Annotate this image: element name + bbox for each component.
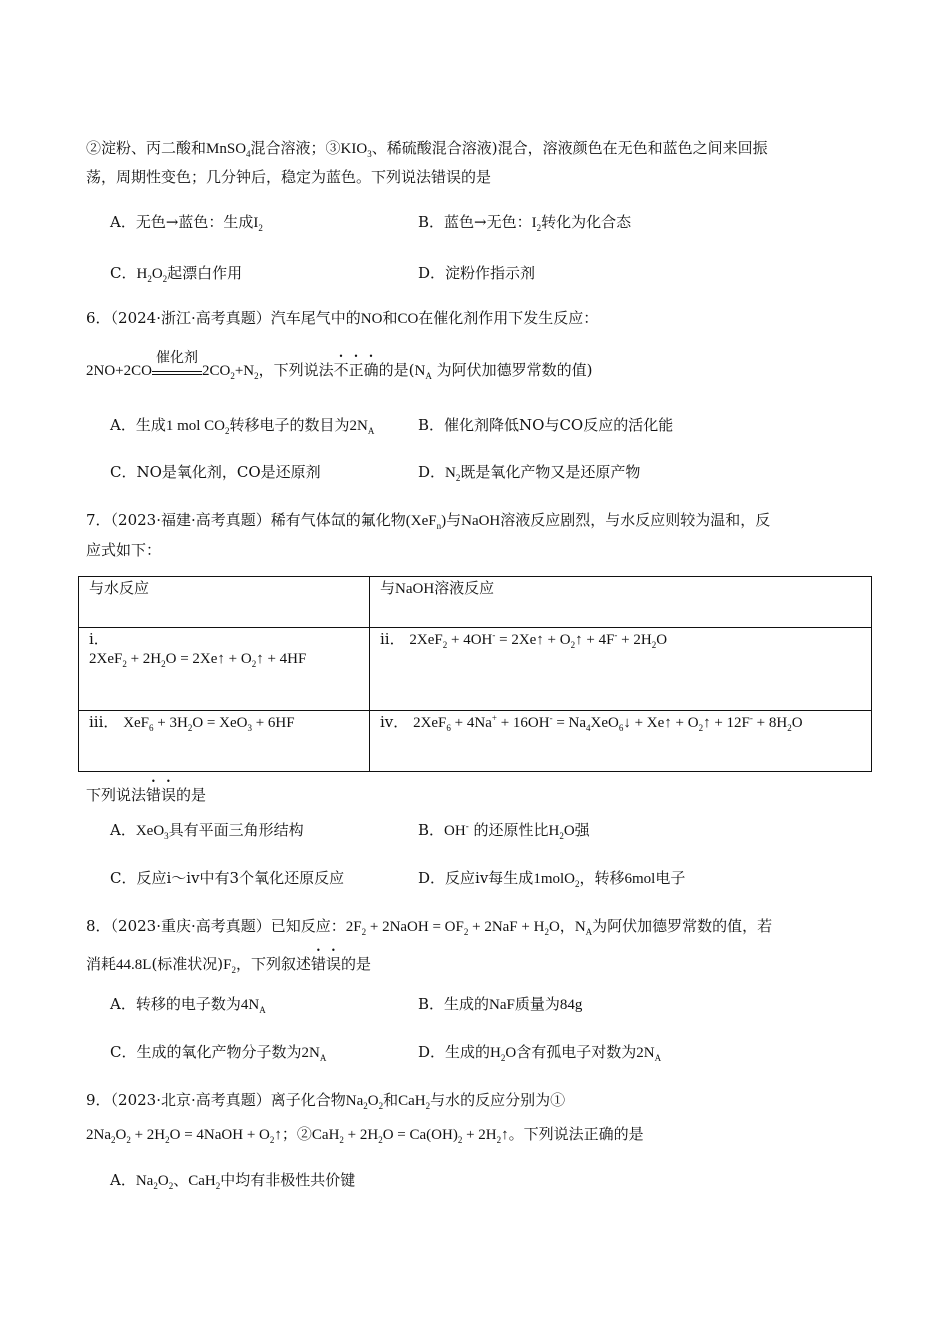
reaction-i: i． $2XeF_2 + 2H_2O$ = 2Xe↑ + $O_2↑ + 4HF$ <box>79 628 370 711</box>
q6-option-b[interactable]: B．催化剂降低NO与CO反应的活化能 <box>418 416 674 434</box>
table-header-naoh: 与NaOH溶液反应 <box>370 577 872 628</box>
reaction-iii: iii． $XeF_6 + 3H_2O = XeO_3 + 6HF$ <box>79 711 370 772</box>
q7-option-a[interactable]: A．XeO$_3$具有平面三角形结构 <box>110 821 304 841</box>
q6-stem-head: 6．（2024·浙江·高考真题）汽车尾气中的NO和CO在催化剂作用下发生反应： <box>86 309 599 327</box>
q5-stem-line2: 荡，周期性变色；几分钟后，稳定为蓝色。下列说法错误的是 <box>86 168 492 186</box>
reaction-table <box>78 576 872 772</box>
q5-option-d[interactable]: D．淀粉作指示剂 <box>418 264 536 282</box>
q6-option-c[interactable]: C．NO是氧化剂，CO是还原剂 <box>110 463 321 481</box>
q8-option-a[interactable]: A．转移的电子数为$4N_A$ <box>110 995 266 1015</box>
q8-stem-line2: 消耗44.8L(标准状况)$F_2$，下列叙述错误的是 <box>86 955 372 975</box>
q8-option-d[interactable]: D．生成的$H_2O$含有孤电子对数为$2N_A$ <box>418 1043 662 1063</box>
q5-option-c[interactable]: C．$H_2O_2$起漂白作用 <box>110 264 243 284</box>
q9-stem-line1: 9．（2023·北京·高考真题）离子化合物$Na_2O_2$和CaH$_2$与水的反应分别为① <box>86 1091 566 1111</box>
reaction-iv: iv． $2XeF_6 + 4Na^+ + 16OH^- = Na_4XeO_6↓$ + Xe↑ + $O_2↑ + 12F^- + 8H_2O$ <box>370 711 872 772</box>
table-header-water: 与水反应 <box>79 577 370 628</box>
q5-stem-line1: ②淀粉、丙二酸和MnSO$_4$混合溶液；$③KIO_3$、稀硫酸混合溶液)混合，溶液颜色在无色和蓝色之间来回振 <box>86 139 768 159</box>
q7-option-c[interactable]: C．反应i～iv中有3个氧化还原反应 <box>110 869 345 887</box>
q9-stem-line2: $2Na_2O_2 + 2H_2O$ = 4NaOH + $O_2↑$；②CaH$_2$ + $2H_2O = Ca(OH)_2$ + $2H_2↑$。下列说法正确的是 <box>86 1125 644 1145</box>
reaction-ii: ii． 2XeF$_2$ + 4OH- = 2Xe↑ + $O_2↑ + 4F^- + 2H_2O$ <box>370 628 872 711</box>
q6-equation: 2NO+2CO 催化剂 $2CO_2+N_2$，下列说法不正确的是($N_A$ 为阿伏加德罗常数的值) <box>86 350 593 381</box>
q8-stem-line1: 8．（2023·重庆·高考真题）已知反应：$2F_2$ + 2NaOH = $OF_2 + 2NaF + H_2O$，$N_A$为阿伏加德罗常数的值，若 <box>86 917 773 937</box>
catalyst-arrow: 催化剂 <box>152 362 202 375</box>
q7-option-d[interactable]: D．反应iv每生成1molO$_2$，转移6mol电子 <box>418 869 686 889</box>
q5-option-b[interactable]: B．蓝色→无色：$I_2$转化为化合态 <box>418 213 632 233</box>
q6-option-d[interactable]: D．$N_2$既是氧化产物又是还原产物 <box>418 463 641 483</box>
q7-question: 下列说法错误的是 <box>86 786 207 804</box>
q9-option-a[interactable]: A．$Na_2O_2$、CaH$_2$中均有非极性共价键 <box>110 1171 356 1191</box>
q8-option-c[interactable]: C．生成的氧化产物分子数为$2N_A$ <box>110 1043 327 1063</box>
q7-stem-line2: 应式如下： <box>86 541 162 559</box>
q7-option-b[interactable]: B．OH- 的还原性比$H_2O$强 <box>418 821 590 841</box>
q7-stem-line1: 7．（2023·福建·高考真题）稀有气体氙的氟化物(XeF$_n$)与NaOH溶液反应剧烈，与水反应则较为温和，反 <box>86 511 771 531</box>
q6-option-a[interactable]: A．生成1 mol $CO_2$转移电子的数目为$2N_A$ <box>110 416 375 436</box>
q8-option-b[interactable]: B．生成的NaF质量为84g <box>418 995 583 1013</box>
q5-option-a[interactable]: A．无色→蓝色：生成$I_2$ <box>110 213 263 233</box>
